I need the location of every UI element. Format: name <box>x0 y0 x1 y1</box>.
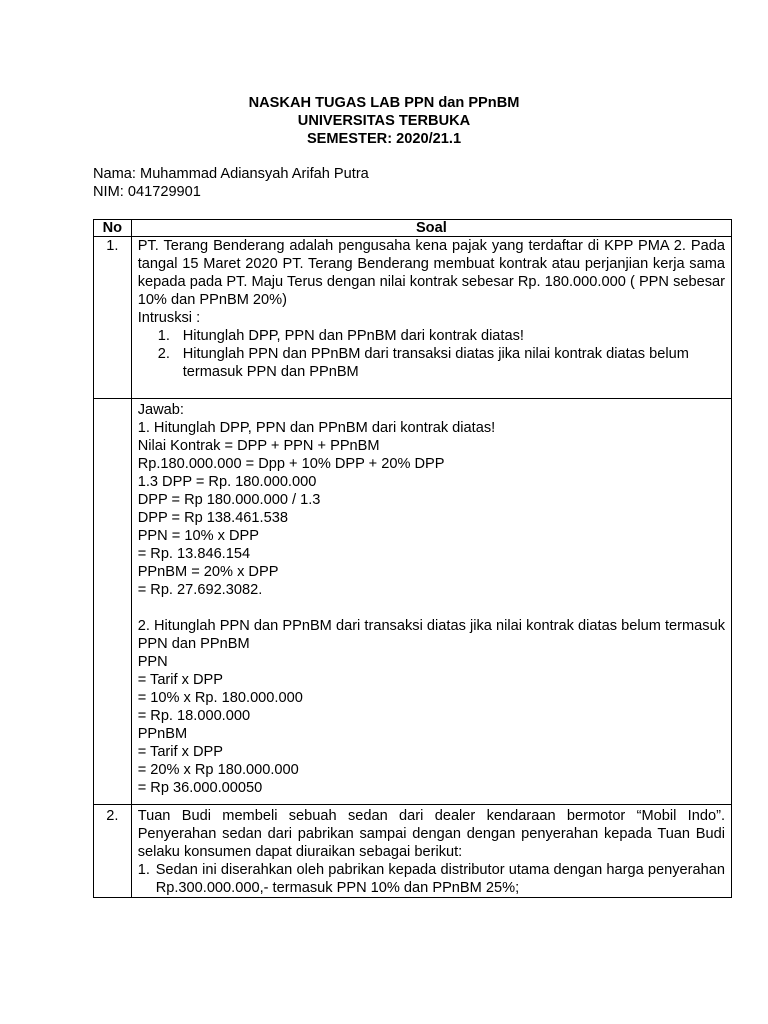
answer-line: = Tarif x DPP <box>137 672 223 688</box>
list-item: 1. Hitunglah DPP, PPN dan PPnBM dari kontrak diatas! <box>157 328 524 344</box>
answer-line: 1. Hitunglah DPP, PPN dan PPnBM dari kontrak diatas! <box>137 420 496 436</box>
row-number: 2. <box>94 805 132 898</box>
list-item: 2. Hitunglah PPN dan PPnBM dari transaksi diatas jika nilai kontrak diatas belum termasuk PPN dan PPnBM <box>157 346 689 380</box>
question-cell <box>131 237 731 399</box>
list-item: 1. Sedan ini diserahkan oleh pabrikan kepada distributor utama dengan harga penyerahan Rp.300.000.000,- termasuk PPN 10% dan PPnBM 25%; <box>137 862 725 896</box>
student-identity <box>93 165 369 201</box>
answer-line: Rp.180.000.000 = Dpp + 10% DPP + 20% DPP <box>137 456 445 472</box>
answer-line: PPnBM <box>137 726 188 742</box>
instruction-list <box>138 327 725 381</box>
question-paragraph: PT. Terang Benderang adalah pengusaha kena pajak yang terdaftar di KPP PMA 2. Pada tangal 15 Maret 2020 PT. Terang Benderang membuat kontrak atau perjanjian kerja sama kepada pada PT. Maju Terus dengan nilai kontrak sebesar Rp. 180.000.000 ( PPN sebesar 10% dan PPnBM 20%) <box>137 238 725 308</box>
document-title <box>0 94 768 148</box>
header-soal: Soal <box>131 220 731 237</box>
answer-line: = Rp. 27.692.3082. <box>137 582 263 598</box>
table-row <box>94 399 732 805</box>
title-line-1: NASKAH TUGAS LAB PPN dan PPnBM <box>248 95 520 111</box>
answer-line: PPnBM = 20% x DPP <box>137 564 279 580</box>
answer-question-2: 2. Hitunglah PPN dan PPnBM dari transaksi diatas jika nilai kontrak diatas belum termasuk PPN dan PPnBM <box>137 618 725 652</box>
question-cell <box>131 805 731 898</box>
assignment-table <box>93 219 732 898</box>
answer-line: PPN <box>137 654 168 670</box>
answer-line: Nilai Kontrak = DPP + PPN + PPnBM <box>137 438 380 454</box>
answer-block-2 <box>138 653 725 797</box>
title-line-3: SEMESTER: 2020/21.1 <box>306 131 462 147</box>
table-row <box>94 237 732 399</box>
student-nim: NIM: 041729901 <box>93 184 201 200</box>
answer-line: = 20% x Rp 180.000.000 <box>137 762 299 778</box>
row-number <box>94 399 132 805</box>
answer-line: = Rp. 18.000.000 <box>137 708 251 724</box>
answer-block-1 <box>138 401 725 599</box>
instruction-label: Intrusksi : <box>137 310 201 326</box>
header-no: No <box>94 220 132 237</box>
answer-line: = 10% x Rp. 180.000.000 <box>137 690 303 706</box>
row-number: 1. <box>94 237 132 399</box>
title-line-2: UNIVERSITAS TERBUKA <box>297 113 471 129</box>
answer-line: 1.3 DPP = Rp. 180.000.000 <box>137 474 317 490</box>
question-list <box>138 861 725 897</box>
answer-line: = Rp 36.000.00050 <box>137 780 263 796</box>
answer-line: PPN = 10% x DPP <box>137 528 259 544</box>
table-header-row <box>94 220 732 237</box>
student-name: Nama: Muhammad Adiansyah Arifah Putra <box>93 166 369 182</box>
table-row <box>94 805 732 898</box>
answer-line: = Tarif x DPP <box>137 744 223 760</box>
answer-cell <box>131 399 731 805</box>
question-paragraph: Tuan Budi membeli sebuah sedan dari dealer kendaraan bermotor “Mobil Indo”. Penyerahan sedan dari pabrikan sampai dengan dengan penyerahan kepada Tuan Budi selaku konsumen dapat diuraikan sebagai berikut: <box>137 808 725 860</box>
answer-line: DPP = Rp 180.000.000 / 1.3 <box>137 492 321 508</box>
answer-line: = Rp. 13.846.154 <box>137 546 251 562</box>
answer-line: DPP = Rp 138.461.538 <box>137 510 288 526</box>
answer-line: Jawab: <box>137 402 184 418</box>
